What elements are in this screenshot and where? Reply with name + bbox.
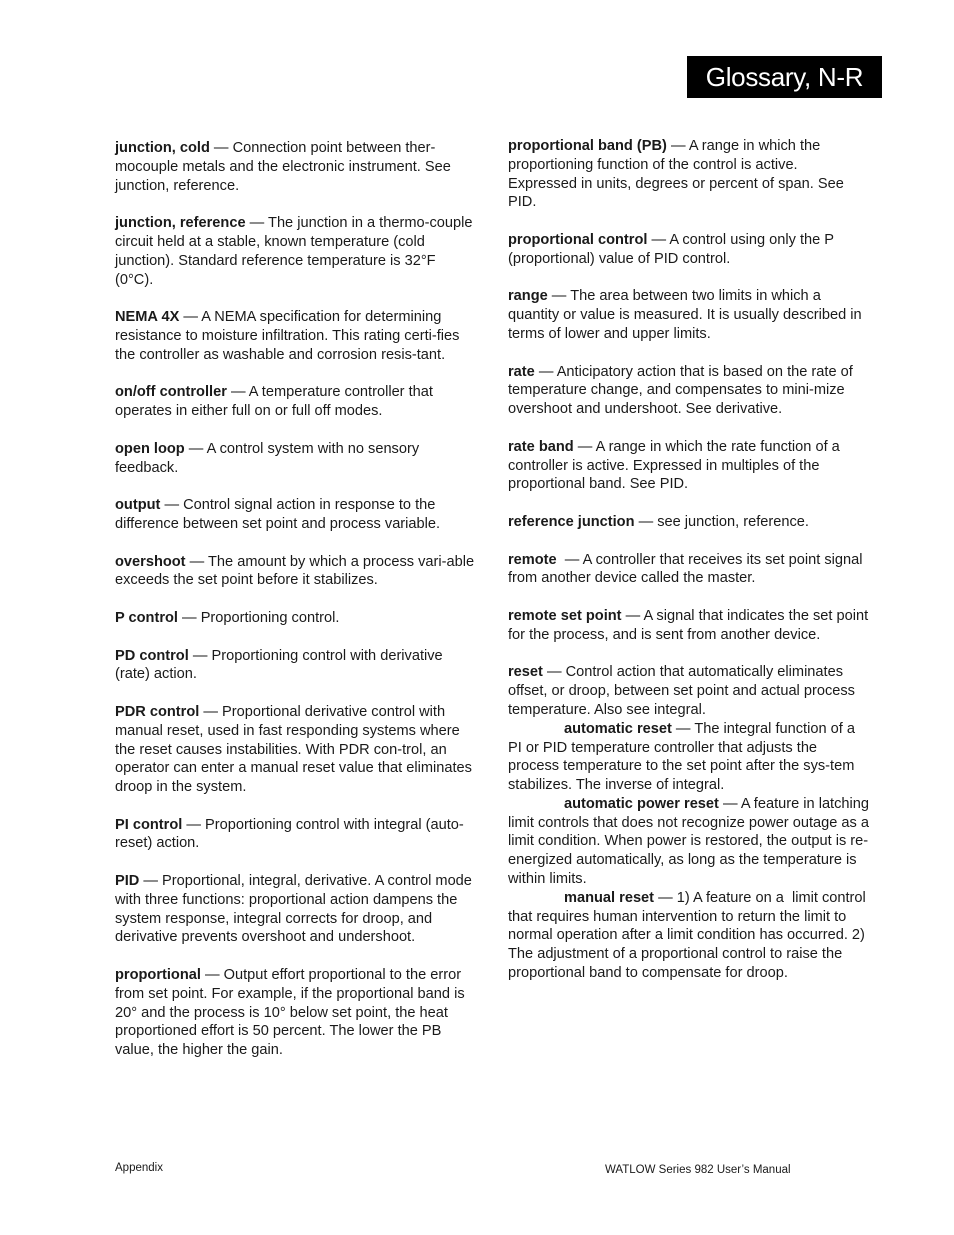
term: proportional xyxy=(115,967,201,984)
term: NEMA 4X xyxy=(115,309,180,326)
term: P control xyxy=(115,609,178,626)
separator: — xyxy=(654,889,677,906)
term: on/off controller xyxy=(115,384,227,401)
separator: — xyxy=(209,140,233,156)
entry-overshoot xyxy=(115,553,477,591)
separator: — xyxy=(542,664,566,681)
entry-open-loop xyxy=(115,440,477,478)
term: PI control xyxy=(115,816,183,833)
term: range xyxy=(508,288,548,305)
term: rate band xyxy=(508,438,574,455)
definition: Proportioning control with derivative (rate) action. xyxy=(115,647,443,683)
term: automatic reset xyxy=(564,720,672,737)
term: PDR control xyxy=(115,703,200,720)
entry-output xyxy=(115,496,477,534)
separator: — xyxy=(160,497,184,514)
entry-proportional-control xyxy=(508,231,870,269)
entry-nema-4x xyxy=(115,308,477,364)
definition: A signal that indicates the set point for the process, and is sent from another device. xyxy=(508,607,869,643)
term: PD control xyxy=(115,647,189,664)
entry-on-off-controller xyxy=(115,383,477,421)
separator: — xyxy=(182,816,205,833)
separator: — xyxy=(184,440,207,457)
definition: Proportional, integral, derivative. A control mode with three functions: proportional action dampens the system response, integral corrects for droop, and derivative prevents overshoot and undershoot. xyxy=(115,873,472,946)
term: rate xyxy=(508,363,535,380)
entry-pi-control xyxy=(115,816,477,854)
entry-automatic-power-reset xyxy=(508,795,870,889)
separator: — xyxy=(226,384,249,401)
definition: The amount by which a process vari-able exceeds the set point before it stabilizes. xyxy=(115,553,475,589)
separator: — xyxy=(573,438,596,455)
definition: The area between two limits in which a quantity or value is measured. It is usually described in terms of lower and upper limits. xyxy=(508,288,862,342)
definition: A control system with no sensory feedback. xyxy=(115,440,420,476)
definition: 1) A feature on a limit control that requires human intervention to return the limit to normal operation after a limit condition has occurred. 2) The adjustment of a proportional control to raise the proportional band to compensate for droop. xyxy=(508,889,870,982)
term: proportional control xyxy=(508,231,648,248)
term: manual reset xyxy=(564,889,655,906)
footer-manual-title: WATLOW Series 982 User’s Manual xyxy=(605,1164,791,1176)
separator: — xyxy=(547,288,571,305)
term: overshoot xyxy=(115,553,186,570)
entry-junction-cold xyxy=(115,139,477,195)
term: reset xyxy=(508,664,543,681)
definition: Control signal action in response to the difference between set point and process variable. xyxy=(115,497,441,532)
entry-rate xyxy=(508,363,870,419)
entry-pdr-control xyxy=(115,703,477,797)
entry-reset xyxy=(508,663,870,719)
definition: Proportioning control. xyxy=(200,609,340,626)
term: automatic power reset xyxy=(564,795,719,812)
term: open loop xyxy=(115,440,185,457)
definition: A feature in latching limit controls that does not recognize power outage as a limit condition. When power is restored, the output is re-energized automatically, as long as the temperature is within limits. xyxy=(508,795,869,888)
entry-junction-reference xyxy=(115,214,477,289)
separator: — xyxy=(200,967,224,984)
separator: — xyxy=(139,873,163,890)
separator: — xyxy=(556,551,583,568)
separator: — xyxy=(179,309,202,326)
entry-pid xyxy=(115,872,477,947)
definition: Anticipatory action that is based on the rate of temperature change, and compensates to mini-mize overshoot and undershoot. See derivative. xyxy=(508,363,853,418)
definition: A NEMA specification for determining resistance to moisture infiltration. This rating certi-fies the controller as washable and corrosion resis-tant. xyxy=(115,309,460,363)
term: proportional band (PB) xyxy=(508,138,667,154)
separator: — xyxy=(647,231,670,248)
term: reference junction xyxy=(508,513,635,530)
entry-rate-band xyxy=(508,438,870,494)
definition: A temperature controller that operates in either full on or full off modes. xyxy=(115,384,433,420)
definition: A control using only the P (proportional) value of PID control. xyxy=(508,231,834,267)
definition: The junction in a thermo-couple circuit held at a stable, known temperature (cold junction). Standard reference temperature is 32°F (0°C). xyxy=(115,215,473,288)
separator: — xyxy=(185,553,208,570)
entry-range xyxy=(508,287,870,343)
footer-section-label: Appendix xyxy=(115,1162,163,1174)
definition: Control action that automatically eliminates offset, or droop, between set point and actual process temperature. Also see integral. xyxy=(508,664,855,718)
definition: A controller that receives its set point signal from another device called the master. xyxy=(508,551,863,587)
term: output xyxy=(115,497,161,514)
definition: Connection point between ther-mocouple metals and the electronic instrument. See junction, reference. xyxy=(115,140,451,194)
term: junction, reference xyxy=(115,215,246,232)
term: junction, cold xyxy=(115,140,210,156)
term: remote xyxy=(508,551,557,568)
definition: A range in which the proportioning function of the control is active. Expressed in units, degrees or percent of span. See PID. xyxy=(508,138,844,211)
entry-manual-reset xyxy=(508,889,870,983)
definition: Proportioning control with integral (auto-reset) action. xyxy=(115,816,464,852)
entry-reference-junction xyxy=(508,513,870,532)
separator: — xyxy=(666,138,689,154)
glossary-right-column xyxy=(508,137,870,983)
separator: — xyxy=(634,513,658,530)
separator: — xyxy=(621,607,644,624)
separator: — xyxy=(188,647,212,664)
page-title: Glossary, N-R xyxy=(687,56,882,98)
entry-reset-group xyxy=(508,663,870,983)
entry-p-control xyxy=(115,609,477,628)
definition: Output effort proportional to the error from set point. For example, if the proportional band is 20° and the process is 10° below set point, the heat proportioned effort is 50 percent. The lower the PB value, the higher the gain. xyxy=(115,967,465,1059)
separator: — xyxy=(245,215,269,232)
term: remote set point xyxy=(508,607,622,624)
entry-automatic-reset xyxy=(508,720,870,795)
entry-proportional xyxy=(115,966,477,1060)
separator: — xyxy=(718,795,741,812)
entry-remote xyxy=(508,551,870,589)
definition: Proportional derivative control with manual reset, used in fast responding systems where the reset causes instabilities. With PDR con-trol, an operator can enter a manual reset value that eliminates droop in the system. xyxy=(115,703,472,796)
definition: see junction, reference. xyxy=(657,513,809,530)
definition: The integral function of a PI or PID temperature controller that adjusts the process temperature to the set point after the sys-tem stabilizes. The inverse of integral. xyxy=(508,720,855,794)
separator: — xyxy=(534,363,557,380)
glossary-left-column xyxy=(115,139,477,1079)
definition: A range in which the rate function of a controller is active. Expressed in multiples of the proportional band. See PID. xyxy=(508,438,840,493)
entry-proportional-band xyxy=(508,137,870,212)
separator: — xyxy=(177,609,201,626)
entry-remote-set-point xyxy=(508,607,870,645)
separator: — xyxy=(671,720,695,737)
entry-pd-control xyxy=(115,647,477,685)
term: PID xyxy=(115,873,140,890)
separator: — xyxy=(199,703,223,720)
